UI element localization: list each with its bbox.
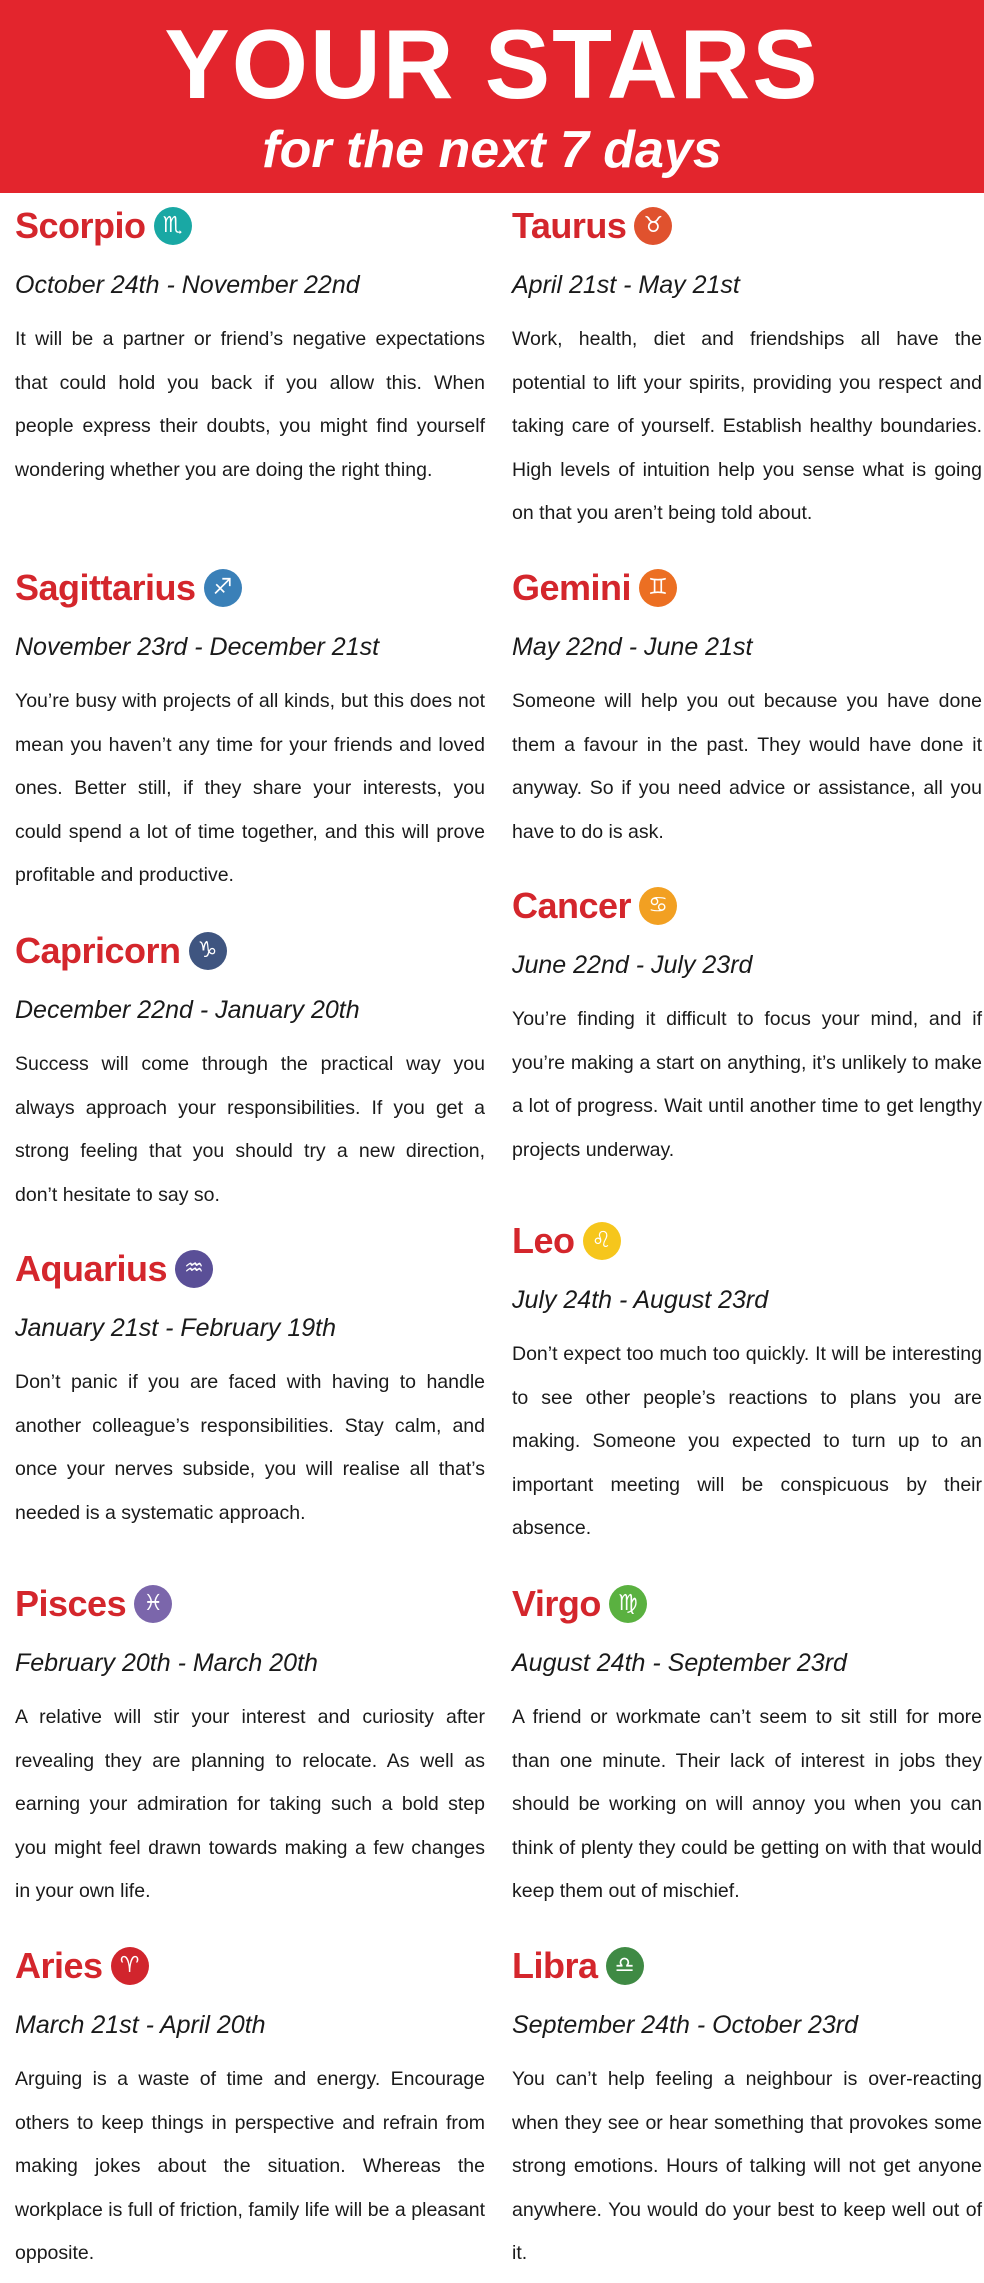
sign-name: Taurus	[512, 205, 627, 246]
sign-name: Virgo	[512, 1583, 601, 1624]
sign-name: Scorpio	[15, 205, 146, 246]
sign-forecast: Work, health, diet and friendships all have the potential to lift your spirits, providing you respect and taking care of yourself. Establish healthy boundaries. High levels of intuition help you sense what is going on that you aren’t being told about.	[512, 328, 982, 524]
cancer-icon: ♋	[639, 887, 677, 925]
sign-name: Capricorn	[15, 930, 181, 971]
sign-forecast: A relative will stir your interest and curiosity after revealing they are planning to relocate. As well as earning your admiration for taking such a bold step you might feel drawn towards making a few changes in your own life.	[15, 1706, 485, 1902]
sign-dates: November 23rd - December 21st	[15, 633, 380, 661]
sign-cancer	[512, 878, 982, 1172]
virgo-icon: ♍	[609, 1585, 647, 1623]
sign-forecast: You’re busy with projects of all kinds, but this does not mean you haven’t any time for your friends and loved ones. Better still, if they share your interests, you could spend a lot of time together, and this will prove profitable and productive.	[15, 690, 485, 886]
sign-libra	[512, 1938, 982, 2276]
sign-dates: May 22nd - June 21st	[512, 633, 753, 661]
sign-dates: April 21st - May 21st	[512, 271, 740, 299]
sign-name: Pisces	[15, 1583, 127, 1624]
sign-gemini	[512, 560, 982, 854]
sign-sagittarius	[15, 560, 485, 898]
sign-name: Aries	[15, 1945, 103, 1986]
sign-pisces	[15, 1576, 485, 1914]
sign-forecast: Don’t expect too much too quickly. It will be interesting to see other people’s reactions to plans you are making. Someone you expected to turn up to an important meeting will be conspicuous by their absence.	[512, 1343, 982, 1539]
sagittarius-icon: ♐	[204, 569, 242, 607]
sign-dates: July 24th - August 23rd	[512, 1286, 769, 1314]
sign-name: Cancer	[512, 885, 632, 926]
sign-aquarius	[15, 1241, 485, 1535]
pisces-icon: ♓	[134, 1585, 172, 1623]
sign-dates: June 22nd - July 23rd	[512, 951, 753, 979]
sign-name: Sagittarius	[15, 567, 196, 608]
header-banner	[0, 0, 984, 193]
leo-icon: ♌	[583, 1222, 621, 1260]
page-subtitle: for the next 7 days	[262, 121, 722, 179]
sign-forecast: Success will come through the practical way you always approach your responsibilities. If you get a strong feeling that you should try a new direction, don’t hesitate to say so.	[15, 1053, 485, 1206]
sign-forecast: Arguing is a waste of time and energy. Encourage others to keep things in perspective and refrain from making jokes about the situation. Whereas the workplace is full of friction, family life will be a pleasant opposite.	[15, 2068, 485, 2264]
sign-dates: March 21st - April 20th	[15, 2011, 266, 2039]
sign-name: Gemini	[512, 567, 632, 608]
aquarius-icon: ♒	[175, 1250, 213, 1288]
page-title: YOUR STARS	[164, 9, 820, 119]
sign-scorpio	[15, 198, 485, 492]
sign-forecast: You can’t help feeling a neighbour is over-reacting when they see or hear something that provokes some strong emotions. Hours of talking will not get anyone anywhere. You would do your best to keep well out of it.	[512, 2068, 982, 2264]
sign-forecast: A friend or workmate can’t seem to sit still for more than one minute. Their lack of interest in jobs they should be working on will annoy you when you can think of plenty they could be getting on with that would keep them out of mischief.	[512, 1706, 982, 1902]
capricorn-icon: ♑	[189, 932, 227, 970]
sign-forecast: Don’t panic if you are faced with having to handle another colleague’s responsibilities. Stay calm, and once your nerves subside, you will realise all that’s needed is a systematic approach.	[15, 1371, 485, 1524]
sign-capricorn	[15, 923, 485, 1217]
libra-icon: ♎	[606, 1947, 644, 1985]
sign-aries	[15, 1938, 485, 2276]
sign-dates: January 21st - February 19th	[15, 1314, 336, 1342]
sign-forecast: You’re finding it difficult to focus your mind, and if you’re making a start on anything, it’s unlikely to make a lot of progress. Wait until another time to get lengthy projects underway.	[512, 1008, 982, 1161]
sign-forecast: Someone will help you out because you have done them a favour in the past. They would have done it anyway. So if you need advice or assistance, all you have to do is ask.	[512, 690, 982, 843]
sign-dates: September 24th - October 23rd	[512, 2011, 859, 2039]
sign-dates: October 24th - November 22nd	[15, 271, 360, 299]
sign-dates: August 24th - September 23rd	[512, 1649, 847, 1677]
taurus-icon: ♉	[634, 207, 672, 245]
sign-name: Aquarius	[15, 1248, 168, 1289]
scorpio-icon: ♏	[154, 207, 192, 245]
sign-dates: December 22nd - January 20th	[15, 996, 360, 1024]
gemini-icon: ♊	[639, 569, 677, 607]
sign-dates: February 20th - March 20th	[15, 1649, 318, 1677]
sign-leo	[512, 1213, 982, 1551]
sign-virgo	[512, 1576, 982, 1914]
sign-forecast: It will be a partner or friend’s negative expectations that could hold you back if you allow this. When people express their doubts, you might find yourself wondering whether you are doing the right thing.	[15, 328, 485, 481]
sign-taurus	[512, 198, 982, 536]
sign-name: Leo	[512, 1220, 575, 1261]
sign-name: Libra	[512, 1945, 598, 1986]
aries-icon: ♈	[111, 1947, 149, 1985]
